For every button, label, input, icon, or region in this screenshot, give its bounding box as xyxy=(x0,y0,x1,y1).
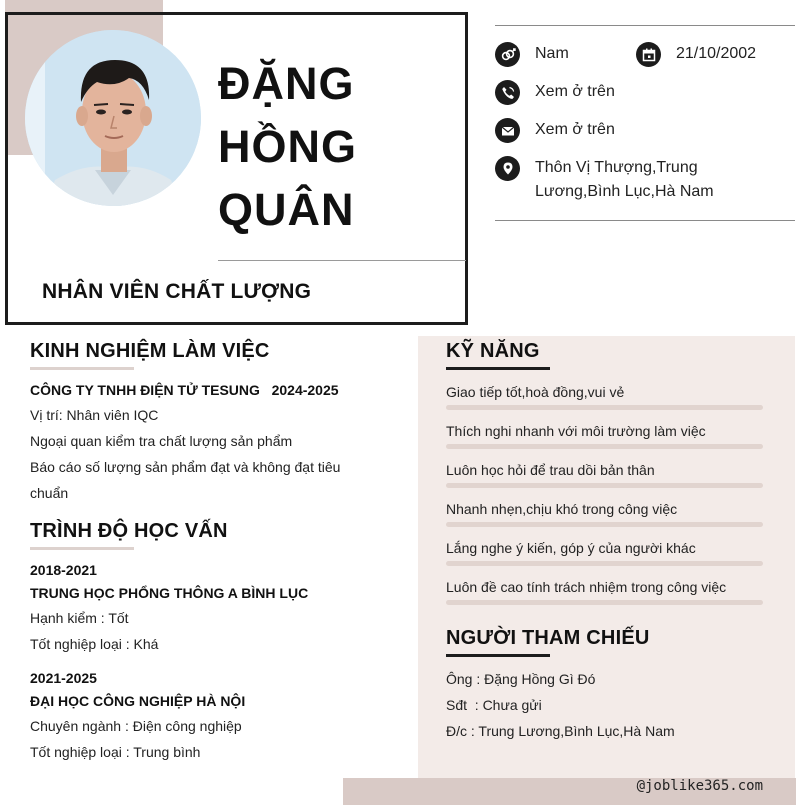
education-title: TRÌNH ĐỘ HỌC VẤN xyxy=(30,520,228,542)
reference-name: Ông : Đặng Hồng Gì Đó xyxy=(446,671,596,687)
skill-4: Nhanh nhẹn,chịu khó trong công việc xyxy=(446,501,678,517)
education-school-2: ĐẠI HỌC CÔNG NGHIỆP HÀ NỘI xyxy=(30,693,246,709)
email-icon xyxy=(495,118,520,143)
full-name xyxy=(218,52,458,241)
contact-gender xyxy=(495,42,569,67)
phone-icon xyxy=(495,80,520,105)
email-value: Xem ở trên xyxy=(535,121,615,138)
experience-company: CÔNG TY TNHH ĐIỆN TỬ TESUNG 2024-2025 xyxy=(30,382,339,398)
education-school-1: TRUNG HỌC PHỔNG THÔNG A BÌNH LỤC xyxy=(30,585,309,601)
phone-value: Xem ở trên xyxy=(535,83,615,100)
name-line-1: ĐẶNG xyxy=(218,58,355,109)
education-detail-1a: Hạnh kiểm : Tốt xyxy=(30,610,129,626)
watermark-text: @joblike365.com xyxy=(636,778,763,794)
name-line-2: HỒNG xyxy=(218,121,357,172)
job-title: NHÂN VIÊN CHẤT LƯỢNG xyxy=(42,280,312,303)
address-value xyxy=(535,156,714,204)
contact-address xyxy=(495,156,714,204)
contact-phone xyxy=(495,80,615,105)
skills-title: KỸ NĂNG xyxy=(446,340,540,362)
skill-2: Thích nghi nhanh với môi trường làm việc xyxy=(446,423,706,439)
experience-duty-2-line-2: chuẩn xyxy=(30,485,69,501)
education-years-1: 2018-2021 xyxy=(30,562,97,578)
education-years-2: 2021-2025 xyxy=(30,670,97,686)
skill-bar-4 xyxy=(446,522,763,527)
skill-6: Luôn đề cao tính trách nhiệm trong công việc xyxy=(446,579,727,595)
reference-title: NGƯỜI THAM CHIẾU xyxy=(446,627,650,649)
experience-title: KINH NGHIỆM LÀM VIỆC xyxy=(30,340,270,362)
skill-5: Lắng nghe ý kiến, góp ý của người khác xyxy=(446,540,696,556)
calendar-icon xyxy=(636,42,661,67)
profile-photo xyxy=(25,30,201,206)
gender-icon xyxy=(495,42,520,67)
portrait-illustration xyxy=(25,30,201,206)
skill-bar-6 xyxy=(446,600,763,605)
experience-title-underline xyxy=(30,367,134,370)
address-line-1: Thôn Vị Thượng,Trung xyxy=(535,159,698,176)
skill-bar-2 xyxy=(446,444,763,449)
education-title-underline xyxy=(30,547,134,550)
contact-birthdate xyxy=(636,42,756,67)
location-icon xyxy=(495,156,520,181)
name-divider xyxy=(218,260,466,261)
reference-phone: Sđt : Chưa gửi xyxy=(446,697,542,713)
experience-duty-2-line-1: Báo cáo số lượng sản phẩm đạt và không đạt tiêu xyxy=(30,459,341,475)
education-detail-1b: Tốt nghiệp loại : Khá xyxy=(30,636,159,652)
contact-divider-top xyxy=(495,25,795,26)
contact-divider-bottom xyxy=(495,220,795,221)
skills-title-underline xyxy=(446,367,550,370)
name-line-3: QUÂN xyxy=(218,184,355,235)
skill-3: Luôn học hỏi để trau dồi bản thân xyxy=(446,462,655,478)
skill-bar-5 xyxy=(446,561,763,566)
birthdate-value: 21/10/2002 xyxy=(676,45,757,62)
gender-value: Nam xyxy=(535,45,569,62)
skill-bar-1 xyxy=(446,405,763,410)
education-detail-2b: Tốt nghiệp loại : Trung bình xyxy=(30,744,201,760)
skill-bar-3 xyxy=(446,483,763,488)
education-detail-2a: Chuyên ngành : Điện công nghiệp xyxy=(30,718,242,734)
address-line-2: Lương,Bình Lục,Hà Nam xyxy=(535,183,714,200)
reference-address: Đ/c : Trung Lương,Bình Lục,Hà Nam xyxy=(446,723,675,739)
experience-position: Vị trí: Nhân viên IQC xyxy=(30,407,159,423)
contact-email xyxy=(495,118,615,143)
reference-title-underline xyxy=(446,654,550,657)
experience-duty-1: Ngoại quan kiểm tra chất lượng sản phẩm xyxy=(30,433,293,449)
skill-1: Giao tiếp tốt,hoà đồng,vui vẻ xyxy=(446,384,625,400)
